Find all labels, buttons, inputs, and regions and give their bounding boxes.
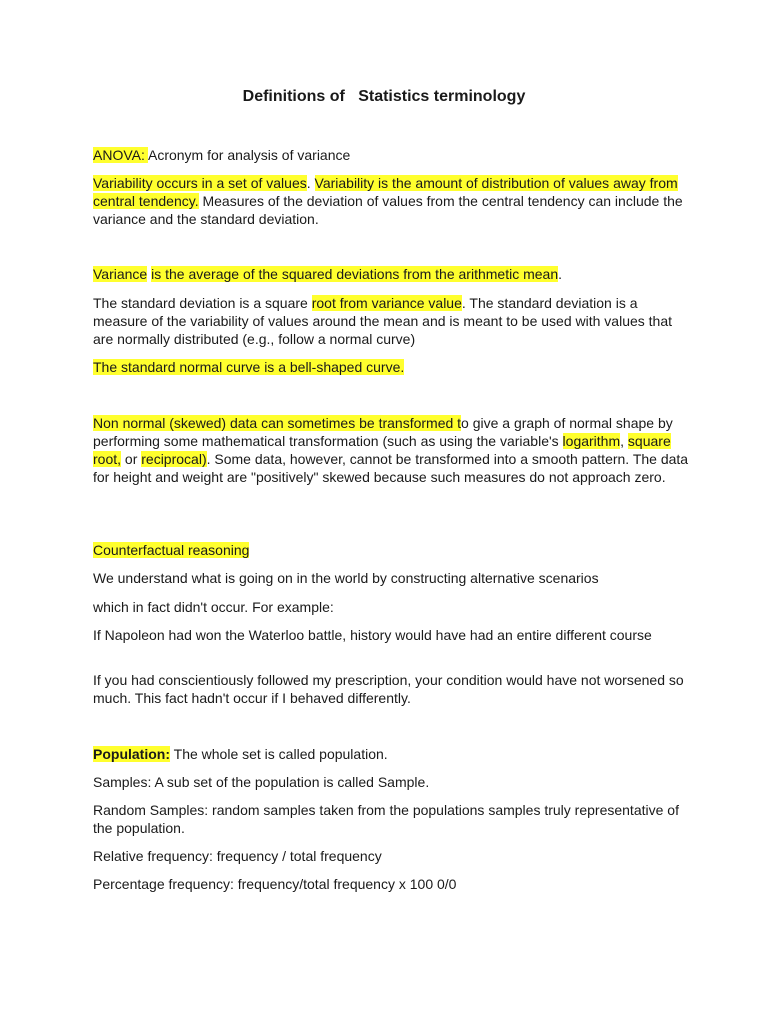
relative-frequency-definition: Relative frequency: frequency / total frequency xyxy=(93,848,382,864)
counterfactual-heading xyxy=(93,541,693,559)
variability-highlight-2: Variability is the amount of distribution of values away from central tendency. xyxy=(93,175,678,209)
std-dev-text-2: . The standard deviation is a measure of the variability of values around the mean and is meant to be used with values that are normally distributed (e.g., follow a normal curve) xyxy=(93,295,673,347)
counterfactual-heading-highlight: Counterfactual reasoning xyxy=(93,542,250,558)
samples-definition: Samples: A sub set of the population is called Sample. xyxy=(93,774,430,790)
non-normal-text-2: . Some data, however, cannot be transformed into a smooth pattern. The data for height and weight are "positively" skewed because such measures do not approach zero. xyxy=(93,451,689,485)
variance-definition xyxy=(93,265,693,283)
page-title: Definitions of Statistics terminology xyxy=(242,88,526,105)
std-dev-definition xyxy=(93,294,693,348)
normal-curve-highlight: The standard normal curve is a bell-shaped curve. xyxy=(93,359,405,375)
variability-definition xyxy=(93,174,693,228)
variance-period: . xyxy=(558,266,562,282)
normal-curve-statement xyxy=(93,358,693,376)
non-normal-or: or xyxy=(121,451,142,467)
non-normal-highlight: Non normal (skewed) data can sometimes be transformed t xyxy=(93,415,462,431)
std-dev-highlight: root from variance value xyxy=(311,295,462,311)
random-samples-definition: Random Samples: random samples taken from the populations samples truly representative of the population. xyxy=(93,802,679,836)
napoleon-example: If Napoleon had won the Waterloo battle, history would have had an entire different course xyxy=(93,627,652,643)
counterfactual-text-1: We understand what is going on in the world by constructing alternative scenarios xyxy=(93,570,599,586)
logarithm-highlight: logarithm xyxy=(562,433,621,449)
anova-text: Acronym for analysis of variance xyxy=(147,147,351,163)
non-normal-text-1: o give a graph of normal shape by performing some mathematical transformation (such as using the variable's xyxy=(93,415,673,449)
population-definition xyxy=(93,745,693,763)
counterfactual-text-2: which in fact didn't occur. For example: xyxy=(93,599,334,615)
prescription-example: If you had conscientiously followed my prescription, your condition would have not worsened so much. This fact hadn't occur if I behaved differently. xyxy=(93,672,684,706)
square-root-highlight: square root, xyxy=(93,433,671,467)
population-text: The whole set is called population. xyxy=(170,746,388,762)
percentage-frequency-definition: Percentage frequency: frequency/total frequency x 100 0/0 xyxy=(93,876,457,892)
population-term: Population: xyxy=(93,746,170,762)
std-dev-text-1: The standard deviation is a square xyxy=(93,295,312,311)
non-normal-comma: , xyxy=(620,433,628,449)
variability-text-2: Measures of the deviation of values from the central tendency can include the variance and the standard deviation. xyxy=(93,193,683,227)
non-normal-paragraph xyxy=(93,414,693,486)
reciprocal-highlight: reciprocal) xyxy=(141,451,207,467)
anova-definition xyxy=(93,146,693,164)
variance-highlight: is the average of the squared deviations from the arithmetic mean xyxy=(151,266,559,282)
variability-highlight-1: Variability occurs in a set of values xyxy=(93,175,307,191)
variance-term: Variance xyxy=(93,266,148,282)
anova-term: ANOVA: xyxy=(93,147,148,163)
variability-text-1: . xyxy=(306,175,315,191)
